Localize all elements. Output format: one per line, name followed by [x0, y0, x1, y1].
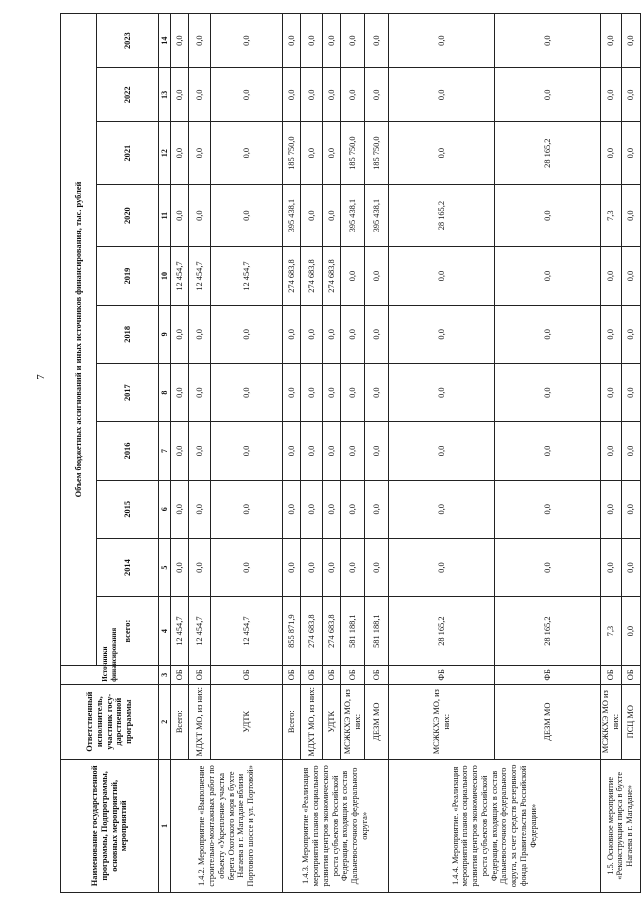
- financing-table: [60, 13, 641, 893]
- column-number: 7: [159, 422, 171, 480]
- year-value-cell: 0,0: [283, 14, 301, 68]
- year-value-cell: 0,0: [189, 538, 211, 596]
- year-value-cell: 185 750,0: [341, 122, 365, 184]
- column-number: 11: [159, 184, 171, 246]
- measure-name: 1.5. Основное мероприятие «Реконструкция пирса в бухте Нагаева в г. Магадане»: [601, 759, 641, 892]
- year-value-cell: 0,0: [621, 68, 640, 122]
- year-value-cell: 0,0: [365, 480, 389, 538]
- column-number: 5: [159, 538, 171, 596]
- year-value-cell: 0,0: [601, 480, 622, 538]
- year-value-cell: 0,0: [283, 422, 301, 480]
- source-cell: ОБ: [283, 665, 301, 684]
- year-value-cell: 0,0: [211, 184, 283, 246]
- year-value-cell: 28 165,2: [389, 184, 495, 246]
- year-value-cell: 395 438,1: [365, 184, 389, 246]
- year-value-cell: 0,0: [211, 14, 283, 68]
- year-value-cell: 0,0: [601, 538, 622, 596]
- year-value-cell: 0,0: [389, 68, 495, 122]
- source-cell: ОБ: [189, 665, 211, 684]
- total-cell: 12 454,7: [211, 597, 283, 666]
- column-number: 9: [159, 305, 171, 363]
- year-value-cell: 0,0: [621, 122, 640, 184]
- source-cell: ОБ: [323, 665, 341, 684]
- year-value-cell: 0,0: [171, 480, 189, 538]
- year-value-cell: 0,0: [301, 14, 323, 68]
- year-value-cell: 0,0: [323, 364, 341, 422]
- year-value-cell: 0,0: [341, 364, 365, 422]
- total-cell: 28 165,2: [389, 597, 495, 666]
- column-number: 3: [159, 665, 171, 684]
- header-year: 2020: [97, 184, 159, 246]
- total-cell: 12 454,7: [189, 597, 211, 666]
- total-cell: 581 188,1: [341, 597, 365, 666]
- year-value-cell: 0,0: [301, 305, 323, 363]
- year-value-cell: 0,0: [323, 480, 341, 538]
- source-cell: ОБ: [301, 665, 323, 684]
- year-value-cell: 274 683,8: [301, 247, 323, 305]
- year-value-cell: 0,0: [323, 305, 341, 363]
- header-name: Наименование государственной программы, Подпрограммы, основных мероприятий, мероприятий: [61, 759, 159, 892]
- header-year: 2019: [97, 247, 159, 305]
- year-value-cell: 0,0: [601, 364, 622, 422]
- measure-name: 1.4.3. Мероприятие «Реализация мероприятий планов социального развития центров экономического роста субъектов Российской Федерации, входящих в состав Дальневосточного федерального округа»: [283, 759, 389, 892]
- year-value-cell: 0,0: [341, 247, 365, 305]
- year-value-cell: 0,0: [621, 247, 640, 305]
- column-number: 8: [159, 364, 171, 422]
- year-value-cell: 0,0: [601, 422, 622, 480]
- year-value-cell: 0,0: [211, 68, 283, 122]
- source-cell: ОБ: [211, 665, 283, 684]
- year-value-cell: 12 454,7: [189, 247, 211, 305]
- executor-cell: УДТК: [323, 684, 341, 759]
- year-value-cell: 0,0: [495, 184, 601, 246]
- column-number: 13: [159, 68, 171, 122]
- year-value-cell: 0,0: [189, 480, 211, 538]
- year-value-cell: 0,0: [365, 68, 389, 122]
- total-cell: 581 188,1: [365, 597, 389, 666]
- total-cell: 274 683,8: [301, 597, 323, 666]
- year-value-cell: 0,0: [365, 364, 389, 422]
- total-cell: 12 454,7: [171, 597, 189, 666]
- year-value-cell: 0,0: [171, 422, 189, 480]
- year-value-cell: 0,0: [621, 538, 640, 596]
- rotated-page: [60, 13, 635, 893]
- header-executor: Ответственный исполнитель, участник госу-дарственной программы: [61, 684, 159, 759]
- year-value-cell: 0,0: [365, 14, 389, 68]
- header-volume: Объем бюджетных ассигнований и иных источников финансирования, тыс. рублей: [61, 14, 97, 666]
- year-value-cell: 0,0: [301, 422, 323, 480]
- year-value-cell: 0,0: [495, 364, 601, 422]
- year-value-cell: 0,0: [323, 538, 341, 596]
- year-value-cell: 274 683,8: [323, 247, 341, 305]
- year-value-cell: 0,0: [495, 422, 601, 480]
- header-year: 2023: [97, 14, 159, 68]
- source-cell: ОБ: [601, 665, 622, 684]
- year-value-cell: 0,0: [211, 122, 283, 184]
- year-value-cell: 0,0: [495, 68, 601, 122]
- total-cell: 855 871,9: [283, 597, 301, 666]
- year-value-cell: 0,0: [495, 14, 601, 68]
- executor-cell: МСЖКХЭ МО, из них:: [389, 684, 495, 759]
- year-value-cell: 0,0: [621, 184, 640, 246]
- year-value-cell: 0,0: [389, 14, 495, 68]
- year-value-cell: 0,0: [389, 480, 495, 538]
- total-cell: 274 683,8: [323, 597, 341, 666]
- header-year: 2018: [97, 305, 159, 363]
- year-value-cell: 0,0: [601, 68, 622, 122]
- year-value-cell: 0,0: [189, 122, 211, 184]
- year-value-cell: 0,0: [365, 305, 389, 363]
- year-value-cell: 0,0: [389, 122, 495, 184]
- year-value-cell: 0,0: [301, 538, 323, 596]
- source-cell: ФБ: [389, 665, 495, 684]
- year-value-cell: 0,0: [389, 422, 495, 480]
- year-value-cell: 0,0: [341, 68, 365, 122]
- year-value-cell: 0,0: [365, 247, 389, 305]
- year-value-cell: 7,3: [601, 184, 622, 246]
- year-value-cell: 0,0: [341, 305, 365, 363]
- year-value-cell: 0,0: [301, 480, 323, 538]
- year-value-cell: 0,0: [301, 122, 323, 184]
- column-number: 2: [159, 684, 171, 759]
- year-value-cell: 0,0: [601, 305, 622, 363]
- year-value-cell: 0,0: [283, 68, 301, 122]
- year-value-cell: 0,0: [495, 247, 601, 305]
- header-source: Источники финансирования: [61, 665, 159, 684]
- year-value-cell: 0,0: [621, 364, 640, 422]
- year-value-cell: 0,0: [601, 14, 622, 68]
- executor-cell: Всего:: [283, 684, 301, 759]
- year-value-cell: 0,0: [621, 480, 640, 538]
- year-value-cell: 0,0: [621, 422, 640, 480]
- year-value-cell: 0,0: [283, 538, 301, 596]
- year-value-cell: 0,0: [171, 184, 189, 246]
- source-cell: ОБ: [365, 665, 389, 684]
- column-number: 1: [159, 759, 171, 892]
- year-value-cell: 0,0: [495, 305, 601, 363]
- year-value-cell: 0,0: [495, 538, 601, 596]
- year-value-cell: 0,0: [389, 538, 495, 596]
- year-value-cell: 0,0: [389, 364, 495, 422]
- year-value-cell: 0,0: [301, 364, 323, 422]
- measure-name: 1.4.2. Мероприятие «Выполнение строительно-монтажных работ по объекту «Укрепление участка берега Охотского моря в бухте Нагаева в г. Магадане вблизи Портового шоссе и ул. Портовой»: [171, 759, 283, 892]
- header-year: 2015: [97, 480, 159, 538]
- year-value-cell: 0,0: [189, 14, 211, 68]
- year-value-cell: 185 750,0: [365, 122, 389, 184]
- executor-cell: МСЖКХЭ МО из них:: [601, 684, 622, 759]
- table-row: [389, 14, 495, 893]
- year-value-cell: 0,0: [301, 68, 323, 122]
- executor-cell: ДЕЗМ МО: [495, 684, 601, 759]
- header-year: 2014: [97, 538, 159, 596]
- executor-cell: ДЕЗМ МО: [365, 684, 389, 759]
- year-value-cell: 0,0: [495, 480, 601, 538]
- year-value-cell: 0,0: [171, 14, 189, 68]
- executor-cell: Всего:: [171, 684, 189, 759]
- year-value-cell: 0,0: [189, 68, 211, 122]
- total-cell: 28 165,2: [495, 597, 601, 666]
- executor-cell: ПСЦ МО: [621, 684, 640, 759]
- year-value-cell: 0,0: [323, 184, 341, 246]
- header-year: 2021: [97, 122, 159, 184]
- year-value-cell: 0,0: [189, 364, 211, 422]
- table-row: [601, 14, 622, 893]
- year-value-cell: 0,0: [601, 122, 622, 184]
- source-cell: ОБ: [621, 665, 640, 684]
- year-value-cell: 0,0: [301, 184, 323, 246]
- source-cell: ОБ: [171, 665, 189, 684]
- year-value-cell: 0,0: [189, 422, 211, 480]
- header-year: 2022: [97, 68, 159, 122]
- year-value-cell: 0,0: [211, 538, 283, 596]
- year-value-cell: 0,0: [211, 364, 283, 422]
- column-numbers-row: [159, 14, 171, 893]
- total-cell: 7,3: [601, 597, 622, 666]
- header-year: 2017: [97, 364, 159, 422]
- year-value-cell: 0,0: [211, 305, 283, 363]
- year-value-cell: 0,0: [601, 247, 622, 305]
- page-number: 7: [34, 374, 47, 380]
- year-value-cell: 0,0: [211, 422, 283, 480]
- year-value-cell: 0,0: [171, 364, 189, 422]
- year-value-cell: 274 683,8: [283, 247, 301, 305]
- column-number: 6: [159, 480, 171, 538]
- year-value-cell: 0,0: [283, 480, 301, 538]
- year-value-cell: 0,0: [283, 305, 301, 363]
- table-body: [171, 14, 641, 893]
- year-value-cell: 0,0: [171, 538, 189, 596]
- year-value-cell: 0,0: [389, 305, 495, 363]
- executor-cell: УДТК: [211, 684, 283, 759]
- year-value-cell: 12 454,7: [211, 247, 283, 305]
- year-value-cell: 0,0: [341, 480, 365, 538]
- column-number: 10: [159, 247, 171, 305]
- executor-cell: МСЖКХЭ МО, из них:: [341, 684, 365, 759]
- year-value-cell: 0,0: [621, 14, 640, 68]
- year-value-cell: 0,0: [171, 68, 189, 122]
- year-value-cell: 0,0: [283, 364, 301, 422]
- year-value-cell: 0,0: [189, 305, 211, 363]
- year-value-cell: 0,0: [323, 68, 341, 122]
- year-value-cell: 0,0: [621, 305, 640, 363]
- measure-name: 1.4.4. Мероприятие. «Реализация мероприятий планов социального развития центров экономического роста субъектов Российской Федерации, входящих в состав Дальневосточного федерального округа, за счет средств резервного фонда Правительства Российской Федерации»: [389, 759, 601, 892]
- column-number: 4: [159, 597, 171, 666]
- executor-cell: МДХТ МО, из них:: [301, 684, 323, 759]
- year-value-cell: 12 454,7: [171, 247, 189, 305]
- year-value-cell: 0,0: [171, 305, 189, 363]
- year-value-cell: 0,0: [341, 538, 365, 596]
- year-value-cell: 185 750,0: [283, 122, 301, 184]
- year-value-cell: 395 438,1: [341, 184, 365, 246]
- year-value-cell: 0,0: [323, 122, 341, 184]
- year-value-cell: 0,0: [323, 422, 341, 480]
- table-row: [283, 14, 301, 893]
- table-row: [171, 14, 189, 893]
- total-cell: 0,0: [621, 597, 640, 666]
- year-value-cell: 28 165,2: [495, 122, 601, 184]
- column-number: 14: [159, 14, 171, 68]
- year-value-cell: 0,0: [323, 14, 341, 68]
- year-value-cell: 0,0: [341, 422, 365, 480]
- year-value-cell: 0,0: [211, 480, 283, 538]
- year-value-cell: 0,0: [365, 422, 389, 480]
- year-value-cell: 0,0: [341, 14, 365, 68]
- source-cell: ОБ: [341, 665, 365, 684]
- header-total: всего:: [97, 597, 159, 666]
- executor-cell: МДХТ МО, из них:: [189, 684, 211, 759]
- year-value-cell: 0,0: [171, 122, 189, 184]
- column-number: 12: [159, 122, 171, 184]
- year-value-cell: 0,0: [365, 538, 389, 596]
- header-year: 2016: [97, 422, 159, 480]
- year-value-cell: 395 438,1: [283, 184, 301, 246]
- source-cell: ФБ: [495, 665, 601, 684]
- year-value-cell: 0,0: [389, 247, 495, 305]
- year-value-cell: 0,0: [189, 184, 211, 246]
